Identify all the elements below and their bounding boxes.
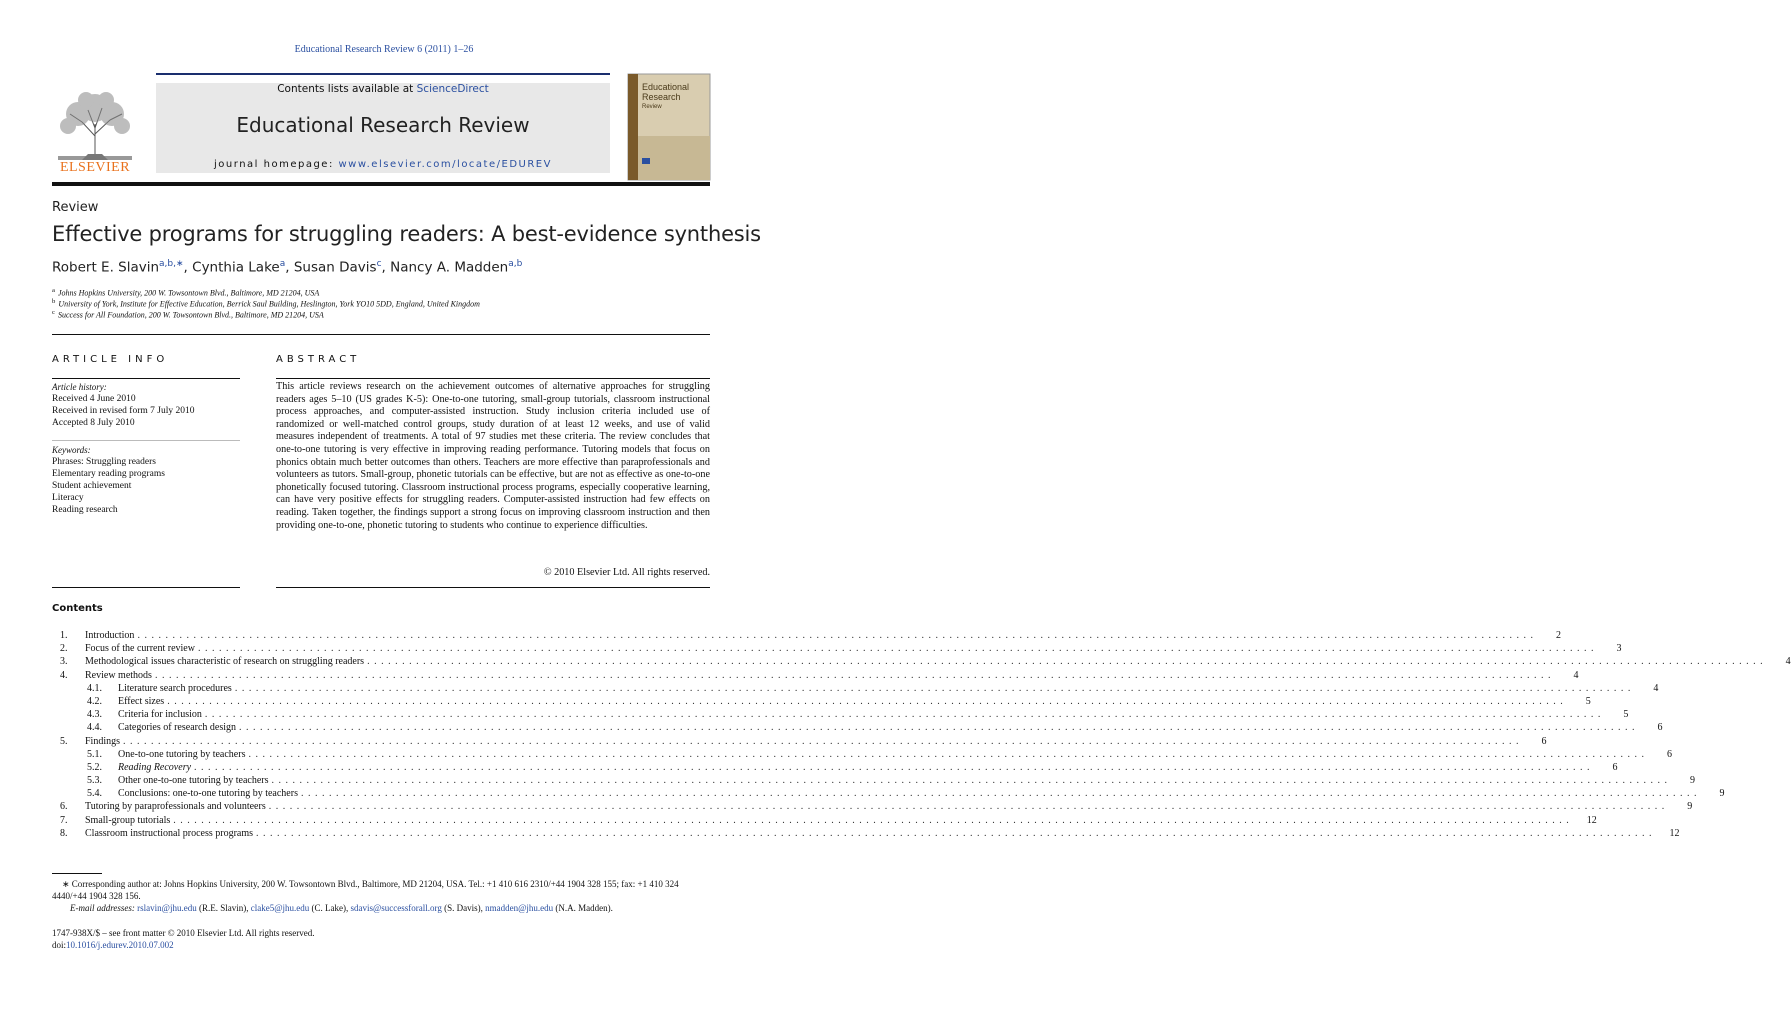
toc-title[interactable]: Literature search procedures xyxy=(118,682,232,694)
toc-title[interactable]: Conclusions: one-to-one tutoring by teachers xyxy=(118,788,298,800)
author-name: Nancy A. Madden xyxy=(390,259,509,276)
toc-number: 7. xyxy=(60,814,68,826)
author-name: Cynthia Lake xyxy=(192,259,280,276)
toc-title[interactable]: Review methods xyxy=(85,669,152,681)
abstract-heading: ABSTRACT xyxy=(276,354,361,365)
issn-line: 1747-938X/$ – see front matter © 2010 Elsevier Ltd. All rights reserved. xyxy=(52,928,315,938)
toc-leader-dots: . . . . . . . . . . . . . . . . . . . . . . . . . . . . . . . . . . . . . . . . . . . . . . . . . . . . . . . . . . . . . . . . . . . . . . . . . . . . . . . . . . . . . . . . . . . . . . . . . . . . . . . . . . . . . . . . . . . . . . . . . . . . . . . . . . . . . . . . . . . . . . . . . . . . . . . . . . . . . . . . . . . . . . . . . . . . . . . . . . . . . . . . . . . . . . . . . . . . . . . . xyxy=(239,722,1636,734)
journal-cover[interactable] xyxy=(628,74,710,180)
abstract-text: This article reviews research on the achievement outcomes of alternative approaches for struggling readers ages 5–10 (US grades K-5): One-to-one tutoring, small-group tutorials, classroom instructional process approaches, and computer-assisted instruction. Study inclusion criteria included use of randomized or well-matched control groups, study duration of at least 12 weeks, and use of valid measures independent of treatments. A total of 97 studies met these criteria. The review concludes that one-to-one tutoring is very effective in improving reading performance. Tutoring models that focus on phonics obtain much better outcomes than others. Teachers are more effective than paraprofessionals and volunteers as tutors. Small-group, phonetic tutorials can be effective, but are not as effective as one-to-one phonetically focused tutoring. Classroom instructional process programs, especially cooperative learning, can have very positive effects for struggling readers. Computer-assisted instruction had few effects on reading. Taken together, the findings support a strong focus on improving classroom instruction and then providing one-to-one, phonetic tutoring to students who continue to experience difficulties. xyxy=(276,381,710,531)
author-separator: , xyxy=(381,259,391,276)
toc-leader-dots: . . . . . . . . . . . . . . . . . . . . . . . . . . . . . . . . . . . . . . . . . . . . . . . . . . . . . . . . . . . . . . . . . . . . . . . . . . . . . . . . . . . . . . . . . . . . . . . . . . . . . . . . . . . . . . . . . . . . . . . . . . . . . . . . . . . . . . . . . . . . . . . . . . . . . . . . . . . . . . . . . . . . . . . . . . . . . . . . . . . . . . . . . . . . . . . . . . . . . . . . xyxy=(204,709,1602,721)
toc-entry[interactable] xyxy=(60,669,1579,682)
toc-leader-dots: . . . . . . . . . . . . . . . . . . . . . . . . . . . . . . . . . . . . . . . . . . . . . . . . . . . . . . . . . . . . . . . . . . . . . . . . . . . . . . . . . . . . . . . . . . . . . . . . . . . . . . . . . . . . . . . . . . . . . . . . . . . . . . . . . . . . . . . . . . . . . . . . . . . . . . . . . . . . . . . . . . . . . . . . . . . . . . . . . . . . . . . . . . . . . . . . . . . . . . . . xyxy=(197,643,1595,655)
author-affiliation-mark[interactable]: a,b,∗ xyxy=(159,259,184,269)
elsevier-logo[interactable] xyxy=(52,84,138,176)
toc-page-number[interactable]: 5 xyxy=(1623,709,1629,721)
toc-number: 5.2. xyxy=(87,761,102,773)
affiliations-divider xyxy=(52,334,710,335)
keyword: Phrases: Struggling readers xyxy=(52,457,156,467)
keyword: Elementary reading programs xyxy=(52,469,165,479)
toc-entry[interactable] xyxy=(60,774,1696,787)
article-info-rule xyxy=(52,378,240,379)
article-history xyxy=(52,381,194,429)
toc-number: 2. xyxy=(60,643,68,655)
toc-page-number[interactable]: 2 xyxy=(1555,630,1561,641)
toc-entry[interactable] xyxy=(60,827,1680,840)
author-name: Susan Davis xyxy=(293,259,377,276)
header-rule xyxy=(156,73,610,75)
toc-leader-dots: . . . . . . . . . . . . . . . . . . . . . . . . . . . . . . . . . . . . . . . . . . . . . . . . . . . . . . . . . . . . . . . . . . . . . . . . . . . . . . . . . . . . . . . . . . . . . . . . . . . . . . . . . . . . . . . . . . . . . . . . . . . . . . . . . . . . . . . . . . . . . . . . . . . . . . . . . . . . . . . . . . . . . . . . . . . . . . . . . . . . . . . . . . . . . . . . . . . . . . . . xyxy=(248,748,1645,760)
article-info-divider xyxy=(52,440,240,441)
author-name: Robert E. Slavin xyxy=(52,259,160,276)
doi-prefix: doi: xyxy=(52,940,67,950)
toc-entry[interactable] xyxy=(60,695,1591,708)
toc-title[interactable]: Criteria for inclusion xyxy=(118,709,202,721)
toc-entry[interactable] xyxy=(60,787,1725,800)
toc-number: 5.3. xyxy=(87,775,102,787)
corresponding-author-note: Corresponding author at: Johns Hopkins University, 200 W. Towsontown Blvd., Baltimore, MD 21204, USA. Tel.: +1 410 616 2310/+44 1904 328 155; fax: +1 410 324 4440/+44 1904 328 156. xyxy=(52,879,679,901)
toc-number: 5.4. xyxy=(87,788,102,800)
article-title: Effective programs for struggling readers: A best-evidence synthesis xyxy=(52,222,761,246)
toc-page-number[interactable]: 6 xyxy=(1666,748,1672,760)
toc-number: 5. xyxy=(60,735,68,747)
toc-leader-dots: . . . . . . . . . . . . . . . . . . . . . . . . . . . . . . . . . . . . . . . . . . . . . . . . . . . . . . . . . . . . . . . . . . . . . . . . . . . . . . . . . . . . . . . . . . . . . . . . . . . . . . . . . . . . . . . . . . . . . . . . . . . . . . . . . . . . . . . . . . . . . . . . . . . . . . . . . . . . . . . . . . . . . . . . . . . . . . . . . . . . . . . . . . . . . . . . . . . . . . . . xyxy=(234,682,1632,694)
toc-title[interactable]: Categories of research design xyxy=(118,722,237,734)
toc-entry[interactable] xyxy=(60,721,1663,734)
history-label: Article history: xyxy=(52,382,107,392)
keyword: Literacy xyxy=(52,493,84,503)
toc-number: 4.1. xyxy=(87,682,102,694)
toc-leader-dots: . . . . . . . . . . . . . . . . . . . . . . . . . . . . . . . . . . . . . . . . . . . . . . . . . . . . . . . . . . . . . . . . . . . . . . . . . . . . . . . . . . . . . . . . . . . . . . . . . . . . . . . . . . . . . . . . . . . . . . . . . . . . . . . . . . . . . . . . . . . . . . . . . . . . . . . . . . . . . . . . . . . . . . . . . . . . . . . . . . . . . . . . . . . . . . . . . . . . . . . . xyxy=(300,788,1698,800)
doi-link[interactable]: 10.1016/j.edurev.2010.07.002 xyxy=(66,940,174,950)
toc-leader-dots: . . . . . . . . . . . . . . . . . . . . . . . . . . . . . . . . . . . . . . . . . . . . . . . . . . . . . . . . . . . . . . . . . . . . . . . . . . . . . . . . . . . . . . . . . . . . . . . . . . . . . . . . . . . . . . . . . . . . . . . . . . . . . . . . . . . . . . . . . . . . . . . . . . . . . . . . . . . . . . . . . . . . . . . . . . . . . . . . . . . . . . . . . . . . . . . . . . . . . . . . xyxy=(271,775,1669,787)
toc-title[interactable]: Findings xyxy=(85,735,121,747)
front-matter xyxy=(52,927,315,951)
toc-page-number[interactable]: 9 xyxy=(1690,775,1696,787)
email-owner: (C. Lake), xyxy=(309,903,351,913)
toc-leader-dots: . . . . . . . . . . . . . . . . . . . . . . . . . . . . . . . . . . . . . . . . . . . . . . . . . . . . . . . . . . . . . . . . . . . . . . . . . . . . . . . . . . . . . . . . . . . . . . . . . . . . . . . . . . . . . . . . . . . . . . . . . . . . . . . . . . . . . . . . . . . . . . . . . . . . . . . . . . . . . . . . . . . . . . . . . . . . . . . . . . . . . . . . . . . . . . . . . . . . . . . . xyxy=(256,827,1653,839)
toc-entry[interactable] xyxy=(60,655,1791,668)
affiliation xyxy=(52,298,480,309)
toc-leader-dots: . . . . . . . . . . . . . . . . . . . . . . . . . . . . . . . . . . . . . . . . . . . . . . . . . . . . . . . . . . . . . . . . . . . . . . . . . . . . . . . . . . . . . . . . . . . . . . . . . . . . . . . . . . . . . . . . . . . . . . . . . . . . . . . . . . . . . . . . . . . . . . . . . . . . . . . . . . . . . . . . . . . . . . . . . . . . . . . . . . . . . . . . . . . . . . . . . . . . . . . . xyxy=(194,761,1591,773)
toc-page-number[interactable]: 9 xyxy=(1687,801,1693,813)
email-link[interactable]: rslavin@jhu.edu xyxy=(137,903,197,913)
author-separator: , xyxy=(285,259,294,276)
footnote-rule xyxy=(52,873,102,874)
toc-number: 4. xyxy=(60,669,68,681)
toc-page-number[interactable]: 5 xyxy=(1585,695,1591,707)
affiliation-mark: a xyxy=(52,287,55,294)
toc-title[interactable]: Reading Recovery xyxy=(118,761,192,773)
affiliation-mark: b xyxy=(52,298,56,305)
article-section-label: Review xyxy=(52,200,99,215)
footnote xyxy=(52,878,710,914)
author-separator: , xyxy=(183,259,193,276)
contents-available-line xyxy=(156,83,610,95)
toc-entry[interactable] xyxy=(60,682,1659,695)
toc-number: 4.4. xyxy=(87,722,102,734)
abstract-rule xyxy=(276,378,710,379)
toc-leader-dots: . . . . . . . . . . . . . . . . . . . . . . . . . . . . . . . . . . . . . . . . . . . . . . . . . . . . . . . . . . . . . . . . . . . . . . . . . . . . . . . . . . . . . . . . . . . . . . . . . . . . . . . . . . . . . . . . . . . . . . . . . . . . . . . . . . . . . . . . . . . . . . . . . . . . . . . . . . . . . . . . . . . . . . . . . . . . . . . . . . . . . . . . . . . . . . . . . . . . . . . . xyxy=(123,735,1520,747)
toc-title[interactable]: Methodological issues characteristic of research on struggling readers xyxy=(85,656,365,668)
toc-page-number[interactable]: 4 xyxy=(1573,669,1579,681)
journal-reference[interactable]: Educational Research Review 6 (2011) 1–26 xyxy=(294,44,474,55)
toc-number: 3. xyxy=(60,656,68,668)
toc-title[interactable]: Other one-to-one tutoring by teachers xyxy=(118,775,269,787)
toc-leader-dots: . . . . . . . . . . . . . . . . . . . . . . . . . . . . . . . . . . . . . . . . . . . . . . . . . . . . . . . . . . . . . . . . . . . . . . . . . . . . . . . . . . . . . . . . . . . . . . . . . . . . . . . . . . . . . . . . . . . . . . . . . . . . . . . . . . . . . . . . . . . . . . . . . . . . . . . . . . . . . . . . . . . . . . . . . . . . . . . . . . . . . . . . . . . . . . . . . . . . . . . . xyxy=(173,814,1570,826)
toc-page-number[interactable]: 4 xyxy=(1785,656,1791,668)
author-affiliation-mark[interactable]: a xyxy=(279,259,286,269)
toc-number: 4.3. xyxy=(87,709,102,721)
author-list xyxy=(52,259,522,276)
article-info-heading: ARTICLE INFO xyxy=(52,354,169,365)
email-owner: (R.E. Slavin), xyxy=(196,903,251,913)
toc-number: 6. xyxy=(60,801,68,813)
keyword: Reading research xyxy=(52,505,118,515)
homepage-link[interactable]: www.elsevier.com/locate/EDUREV xyxy=(338,159,552,170)
table-of-contents xyxy=(60,629,1791,840)
abstract-bottom-rule xyxy=(276,587,710,588)
toc-entry[interactable] xyxy=(60,735,1547,748)
toc-leader-dots: . . . . . . . . . . . . . . . . . . . . . . . . . . . . . . . . . . . . . . . . . . . . . . . . . . . . . . . . . . . . . . . . . . . . . . . . . . . . . . . . . . . . . . . . . . . . . . . . . . . . . . . . . . . . . . . . . . . . . . . . . . . . . . . . . . . . . . . . . . . . . . . . . . . . . . . . . . . . . . . . . . . . . . . . . . . . . . . . . . . . . . . . . . . . . . . . . . . . . . . . xyxy=(154,669,1552,681)
toc-page-number[interactable]: 9 xyxy=(1719,788,1725,800)
toc-page-number[interactable]: 6 xyxy=(1541,735,1547,747)
history-item: Received 4 June 2010 xyxy=(52,394,136,404)
toc-entry[interactable] xyxy=(60,642,1622,655)
toc-number: 5.1. xyxy=(87,748,102,760)
affiliation-text: University of York, Institute for Effective Education, Berrick Saul Building, Heslington, York YO10 5DD, England, United Kingdom xyxy=(58,299,480,309)
author-affiliation-mark[interactable]: c xyxy=(376,259,382,269)
affiliation-text: Johns Hopkins University, 200 W. Towsontown Blvd., Baltimore, MD 21204, USA xyxy=(57,288,320,298)
journal-homepage-line xyxy=(156,159,610,170)
toc-entry[interactable] xyxy=(60,814,1597,827)
cover-title-line2: Research xyxy=(642,92,681,102)
affiliation xyxy=(52,287,319,298)
cover-title-line3: Review xyxy=(642,104,662,110)
toc-page-number[interactable]: 6 xyxy=(1612,761,1618,773)
email-link[interactable]: nmadden@jhu.edu xyxy=(485,903,554,913)
affiliation xyxy=(52,309,324,320)
email-label: E-mail addresses: xyxy=(70,903,135,913)
toc-title[interactable]: Effect sizes xyxy=(118,695,165,707)
toc-entry[interactable] xyxy=(60,800,1693,813)
elsevier-wordmark: ELSEVIER xyxy=(59,160,131,175)
keywords xyxy=(52,444,165,516)
email-owner: (N.A. Madden). xyxy=(553,903,613,913)
toc-title[interactable]: Tutoring by paraprofessionals and volunteers xyxy=(85,801,266,813)
toc-page-number[interactable]: 3 xyxy=(1616,643,1622,655)
toc-leader-dots: . . . . . . . . . . . . . . . . . . . . . . . . . . . . . . . . . . . . . . . . . . . . . . . . . . . . . . . . . . . . . . . . . . . . . . . . . . . . . . . . . . . . . . . . . . . . . . . . . . . . . . . . . . . . . . . . . . . . . . . . . . . . . . . . . . . . . . . . . . . . . . . . . . . . . . . . . . . . . . . . . . . . . . . . . . . . . . . . . . . . . . . . . . . . . . . . . . . . . . . . xyxy=(367,656,1764,668)
toc-title[interactable]: Small-group tutorials xyxy=(85,814,171,826)
journal-title: Educational Research Review xyxy=(236,113,530,137)
toc-entry[interactable] xyxy=(60,708,1629,721)
toc-entry[interactable] xyxy=(60,629,1561,642)
toc-number: 4.2. xyxy=(87,695,102,707)
affiliation-text: Success for All Foundation, 200 W. Towsontown Blvd., Baltimore, MD 21204, USA xyxy=(57,310,324,320)
toc-leader-dots: . . . . . . . . . . . . . . . . . . . . . . . . . . . . . . . . . . . . . . . . . . . . . . . . . . . . . . . . . . . . . . . . . . . . . . . . . . . . . . . . . . . . . . . . . . . . . . . . . . . . . . . . . . . . . . . . . . . . . . . . . . . . . . . . . . . . . . . . . . . . . . . . . . . . . . . . . . . . . . . . . . . . . . . . . . . . . . . . . . . . . . . . . . . . . . . . . . . . . . . . xyxy=(268,801,1666,813)
history-item: Received in revised form 7 July 2010 xyxy=(52,406,195,416)
toc-page-number[interactable]: 4 xyxy=(1653,682,1659,694)
toc-page-number[interactable]: 12 xyxy=(1586,814,1597,826)
toc-leader-dots: . . . . . . . . . . . . . . . . . . . . . . . . . . . . . . . . . . . . . . . . . . . . . . . . . . . . . . . . . . . . . . . . . . . . . . . . . . . . . . . . . . . . . . . . . . . . . . . . . . . . . . . . . . . . . . . . . . . . . . . . . . . . . . . . . . . . . . . . . . . . . . . . . . . . . . . . . . . . . . . . . . . . . . . . . . . . . . . . . . . . . . . . . . . . . . . . . . . . . . . . xyxy=(167,695,1564,707)
author-affiliation-mark[interactable]: a,b xyxy=(508,259,523,269)
toc-number: 8. xyxy=(60,827,68,839)
toc-number: 1. xyxy=(60,630,68,641)
affiliation-mark: c xyxy=(52,309,55,316)
journal-header-band xyxy=(156,83,610,173)
footnote-star: ∗ xyxy=(62,879,70,889)
toc-entry[interactable] xyxy=(60,748,1672,761)
cover-title-line1: Educational xyxy=(642,82,690,92)
toc-page-number[interactable]: 6 xyxy=(1657,722,1663,734)
toc-title[interactable]: Introduction xyxy=(85,630,135,641)
homepage-prefix: journal homepage: xyxy=(214,159,339,170)
email-owner: (S. Davis), xyxy=(441,903,486,913)
email-link[interactable]: sdavis@successforall.org xyxy=(350,903,442,913)
keywords-label: Keywords: xyxy=(52,445,91,455)
article-info-bottom-rule xyxy=(52,587,240,588)
history-item: Accepted 8 July 2010 xyxy=(52,418,135,428)
toc-page-number[interactable]: 12 xyxy=(1669,827,1680,839)
contents-heading: Contents xyxy=(52,603,103,614)
toc-title[interactable]: Focus of the current review xyxy=(85,643,195,655)
email-link[interactable]: clake5@jhu.edu xyxy=(250,903,310,913)
sciencedirect-link[interactable]: ScienceDirect xyxy=(416,83,489,95)
keyword: Student achievement xyxy=(52,481,132,491)
toc-leader-dots: . . . . . . . . . . . . . . . . . . . . . . . . . . . . . . . . . . . . . . . . . . . . . . . . . . . . . . . . . . . . . . . . . . . . . . . . . . . . . . . . . . . . . . . . . . . . . . . . . . . . . . . . . . . . . . . . . . . . . . . . . . . . . . . . . . . . . . . . . . . . . . . . . . . . . . . . . . . . . . . . . . . . . . . . . . . . . . . . . . . . . . . . . . . . . . . . . . . . . . . . xyxy=(137,630,1534,641)
doi-line xyxy=(52,939,315,951)
toc-title[interactable]: Classroom instructional process programs xyxy=(85,827,254,839)
contents-prefix: Contents lists available at xyxy=(277,83,417,95)
header-divider xyxy=(52,182,710,186)
abstract-copyright: © 2010 Elsevier Ltd. All rights reserved. xyxy=(543,567,710,578)
toc-title[interactable]: One-to-one tutoring by teachers xyxy=(118,748,246,760)
toc-entry[interactable] xyxy=(60,761,1618,774)
